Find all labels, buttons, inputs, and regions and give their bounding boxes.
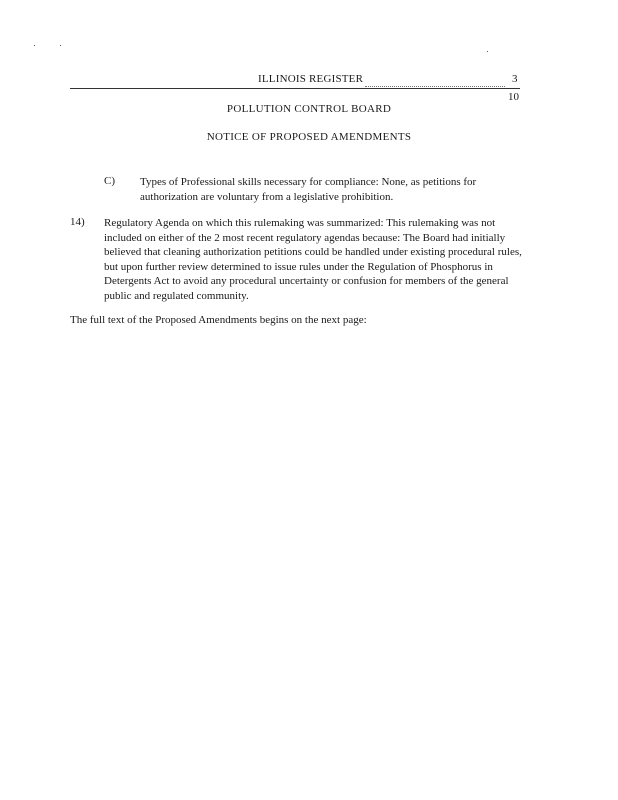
register-title: ILLINOIS REGISTER — [258, 73, 364, 85]
scan-speck — [34, 45, 35, 46]
page-number: 10 — [508, 91, 519, 103]
item-14-text: Regulatory Agenda on which this rulemaking was summarized: This rulemaking was not included on either of the 2 most recent regulatory agendas because: The Board had initially believed that cleaning authorization petitions could be handled under existing procedural rules, but upon further review determined to issue rules under the Regulation of Phosphorus in Detergents Act to avoid any procedural uncertainty or confusion for members of the general public and regulated community. — [104, 217, 522, 302]
agency-heading: POLLUTION CONTROL BOARD — [226, 103, 392, 115]
item-c-text: Types of Professional skills necessary for compliance: None, as petitions for authorization are voluntary from a legislative prohibition. — [140, 176, 477, 203]
notice-heading: NOTICE OF PROPOSED AMENDMENTS — [206, 131, 412, 143]
scan-speck — [60, 45, 61, 46]
volume-number: 3 — [512, 73, 518, 85]
header-rule — [70, 88, 520, 89]
scan-speck — [487, 51, 488, 52]
item-14-marker: 14) — [70, 216, 85, 228]
closing-sentence: The full text of the Proposed Amendments begins on the next page: — [70, 314, 367, 326]
item-c-marker: C) — [104, 175, 115, 187]
